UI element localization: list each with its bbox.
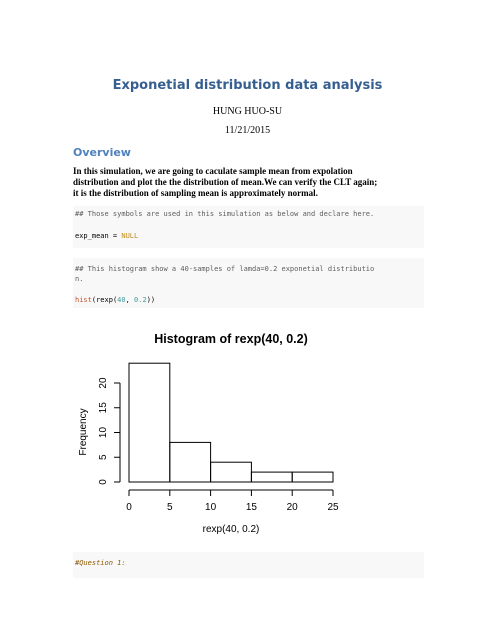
y-tick-label: 20 bbox=[98, 377, 109, 389]
code-comment: #Question 1: bbox=[75, 559, 126, 567]
chart-title: Histogram of rexp(40, 0.2) bbox=[154, 332, 308, 346]
code-number: 0.2 bbox=[134, 296, 147, 304]
code-variable: exp_mean bbox=[75, 232, 109, 240]
code-comment: ## This histogram show a 40-samples of lamda=0.2 exponetial distributio bbox=[75, 265, 375, 273]
intro-line: distribution and plot the the distribution of mean.We can verify the CLT again; bbox=[73, 177, 378, 187]
x-tick-label: 15 bbox=[245, 502, 257, 513]
code-number: 40 bbox=[117, 296, 126, 304]
y-tick-label: 0 bbox=[98, 479, 109, 485]
histogram-bar bbox=[129, 363, 170, 482]
y-tick-label: 5 bbox=[98, 454, 109, 461]
code-paren: ( bbox=[112, 296, 118, 304]
code-comment: ## Those symbols are used in this simulation as below and declare here. bbox=[75, 210, 375, 218]
code-comment: n. bbox=[75, 275, 84, 283]
y-tick-label: 15 bbox=[98, 402, 109, 414]
code-paren: )) bbox=[146, 296, 156, 304]
section-heading-overview: Overview bbox=[73, 146, 131, 159]
code-operator: = bbox=[108, 232, 122, 240]
x-tick-label: 10 bbox=[205, 502, 217, 513]
code-function: hist bbox=[75, 296, 92, 304]
x-tick-label: 5 bbox=[167, 502, 173, 513]
x-tick-label: 25 bbox=[327, 502, 339, 513]
histogram-bar bbox=[170, 442, 211, 482]
document-title: Exponetial distribution data analysis bbox=[112, 78, 383, 93]
histogram-bar bbox=[251, 472, 292, 482]
histogram-bar bbox=[211, 462, 252, 482]
code-null-value: NULL bbox=[121, 232, 139, 240]
author-name: HUNG HUO-SU bbox=[212, 106, 283, 117]
histogram-bar bbox=[292, 472, 333, 482]
x-tick-label: 20 bbox=[286, 502, 298, 513]
y-tick-label: 10 bbox=[98, 426, 109, 439]
x-tick-label: 0 bbox=[126, 502, 132, 513]
code-separator: , bbox=[125, 296, 135, 304]
intro-line: In this simulation, we are going to caculate sample mean from expolation bbox=[73, 166, 353, 176]
document-date: 11/21/2015 bbox=[224, 125, 271, 136]
code-paren: ( bbox=[91, 296, 97, 304]
x-axis-label: rexp(40, 0.2) bbox=[202, 524, 260, 535]
code-block-question bbox=[73, 552, 424, 578]
intro-line: it is the distribution of sampling mean is approximately normal. bbox=[73, 188, 318, 198]
code-function: rexp bbox=[96, 296, 113, 304]
y-axis-label: Frequency bbox=[78, 408, 89, 456]
